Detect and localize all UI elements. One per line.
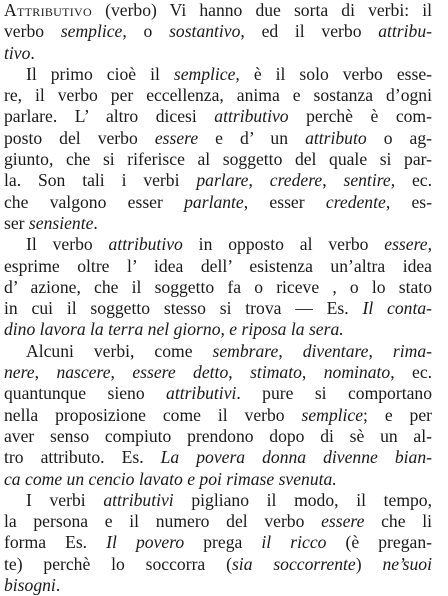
italic-term: semplice bbox=[60, 21, 123, 42]
text-segment: , bbox=[322, 170, 344, 191]
italic-term: credente bbox=[325, 191, 386, 212]
text-segment: , bbox=[427, 234, 433, 255]
text-segment: in cui il soggetto stesso si trova — Es. bbox=[4, 298, 363, 319]
text-segment: parlare. L’ altro dicesi bbox=[4, 106, 215, 127]
text-line bbox=[4, 64, 432, 85]
text-line bbox=[4, 575, 432, 596]
text-line bbox=[4, 469, 432, 490]
text-segment: Il verbo bbox=[26, 234, 109, 255]
text-segment: che li bbox=[364, 511, 432, 532]
italic-term: tivo bbox=[4, 42, 31, 63]
text-segment: , ec. bbox=[390, 362, 433, 383]
text-segment: , bbox=[301, 362, 324, 383]
italic-term: stimato bbox=[250, 362, 302, 383]
text-segment: è il solo verbo esse- bbox=[239, 63, 432, 84]
italic-term: essere bbox=[384, 234, 428, 255]
text-segment: , bbox=[368, 340, 393, 361]
text-line bbox=[4, 298, 432, 319]
italic-term: La povera donna divenne bian- bbox=[160, 447, 432, 468]
text-line bbox=[4, 192, 432, 213]
text-segment: (verbo) Vi hanno due sorta di verbi: il bbox=[92, 0, 432, 20]
text-line bbox=[4, 405, 432, 426]
text-segment: Alcuni verbi, come bbox=[26, 340, 213, 361]
text-line bbox=[4, 149, 432, 170]
text-line bbox=[4, 21, 432, 42]
text-segment: Il primo cioè il bbox=[26, 63, 174, 84]
text-line bbox=[4, 319, 432, 340]
text-segment: . bbox=[93, 212, 98, 233]
italic-term: semplice bbox=[301, 404, 364, 425]
text-segment: ser bbox=[4, 212, 29, 233]
text-segment: tro attributo. Es. bbox=[4, 447, 161, 468]
italic-term: Il povero bbox=[106, 532, 185, 553]
text-segment: (è pregan- bbox=[326, 532, 432, 553]
italic-term: sensiente bbox=[28, 212, 94, 233]
text-line bbox=[4, 277, 432, 298]
text-segment: la persona e il numero del verbo bbox=[4, 511, 322, 532]
italic-term: sentire, bbox=[343, 170, 396, 191]
text-line bbox=[4, 362, 432, 383]
text-segment: . pure si comportano bbox=[236, 383, 432, 404]
text-segment: te) perchè lo soccorra ( bbox=[4, 553, 232, 574]
text-segment: . bbox=[30, 42, 35, 63]
text-segment: d’ azione, che il soggetto fa o riceve , o lo stato bbox=[4, 276, 432, 297]
text-segment: pigliano il modo, il tempo, bbox=[173, 489, 432, 510]
text-line bbox=[4, 511, 432, 532]
text-line bbox=[4, 447, 432, 468]
italic-term: attributivo bbox=[108, 234, 183, 255]
text-line bbox=[4, 43, 432, 64]
italic-term: il ricco bbox=[261, 532, 327, 553]
text-line bbox=[4, 490, 432, 511]
italic-term: nere bbox=[4, 362, 35, 383]
text-segment: , bbox=[228, 362, 251, 383]
italic-term: attributivi bbox=[166, 383, 237, 404]
text-line bbox=[4, 256, 432, 277]
italic-term: credere bbox=[269, 170, 323, 191]
italic-term: semplice, bbox=[173, 63, 240, 84]
text-segment: nella proposizione come il verbo bbox=[4, 404, 302, 425]
italic-term: nominato bbox=[323, 362, 391, 383]
text-line bbox=[4, 128, 432, 149]
text-segment: verbo bbox=[4, 21, 61, 42]
text-line bbox=[4, 532, 432, 553]
italic-term: nascere bbox=[56, 362, 111, 383]
italic-term: attributivi bbox=[103, 489, 174, 510]
italic-term: rima- bbox=[392, 340, 432, 361]
italic-term: Il conta- bbox=[362, 298, 432, 319]
text-segment: , bbox=[278, 340, 303, 361]
text-line bbox=[4, 213, 432, 234]
italic-term: essere bbox=[154, 127, 199, 148]
text-segment: in opposto al verbo bbox=[182, 234, 385, 255]
text-segment: o ag- bbox=[366, 127, 432, 148]
text-segment: ; e per bbox=[363, 404, 432, 425]
italic-term: sembrare bbox=[212, 340, 279, 361]
text-segment: , ed il verbo bbox=[240, 21, 379, 42]
text-segment: giunto, che si riferisce al soggetto del quale si par- bbox=[4, 149, 432, 170]
text-line bbox=[4, 554, 432, 575]
text-line bbox=[4, 106, 432, 127]
text-segment: . bbox=[55, 575, 61, 596]
text-segment: re, il verbo per eccellenza, anima e sostanza d’ogni bbox=[4, 85, 432, 106]
text-segment: la. Son tali i verbi bbox=[4, 170, 197, 191]
italic-term: diventare bbox=[302, 340, 369, 361]
text-segment: I verbi bbox=[26, 489, 104, 510]
text-segment: , es- bbox=[385, 191, 433, 212]
italic-term: parlare bbox=[196, 170, 249, 191]
text-segment: forma Es. bbox=[4, 532, 107, 553]
italic-term: essere detto bbox=[132, 362, 229, 383]
text-segment: , o bbox=[122, 21, 170, 42]
text-segment: posto del verbo bbox=[4, 127, 155, 148]
italic-term: ca come un cencio lavato e poi rimase svenuta. bbox=[4, 468, 337, 489]
text-segment: aver senso compiuto prendono dopo di sè un al- bbox=[4, 425, 432, 446]
text-line bbox=[4, 234, 432, 255]
italic-term: ne’suoi bbox=[382, 553, 432, 574]
text-line bbox=[4, 426, 432, 447]
text-line bbox=[4, 85, 432, 106]
text-segment: , esser bbox=[243, 191, 326, 212]
text-segment: perchè è com- bbox=[288, 106, 432, 127]
text-segment: ) bbox=[355, 553, 383, 574]
text-segment: , bbox=[34, 362, 57, 383]
text-line bbox=[4, 341, 432, 362]
text-segment: e d’ un bbox=[198, 127, 306, 148]
italic-term: attributo bbox=[305, 127, 367, 148]
italic-term: essere bbox=[321, 511, 365, 532]
text-line bbox=[4, 0, 432, 21]
italic-term: attribu- bbox=[378, 21, 432, 42]
italic-term: parlante bbox=[184, 191, 244, 212]
text-segment: ec. bbox=[395, 170, 433, 191]
italic-term: sostantivo bbox=[169, 21, 241, 42]
italic-term: bisogni bbox=[4, 575, 56, 596]
text-segment: , bbox=[248, 170, 270, 191]
text-segment: , bbox=[110, 362, 133, 383]
text-segment: esprime oltre l’ idea dell’ esistenza un’altra idea bbox=[4, 255, 432, 276]
text-segment: che valgono esser bbox=[4, 191, 185, 212]
italic-term: sia soccorrente bbox=[231, 553, 356, 574]
text-line bbox=[4, 383, 432, 404]
entry-headword: Attributivo bbox=[4, 0, 92, 20]
text-segment: quantunque sieno bbox=[4, 383, 167, 404]
text-line bbox=[4, 170, 432, 191]
text-segment: prega bbox=[184, 532, 262, 553]
italic-term: attributivo bbox=[214, 106, 289, 127]
italic-term: dino lavora la terra nel giorno, e riposa la sera. bbox=[4, 319, 344, 340]
